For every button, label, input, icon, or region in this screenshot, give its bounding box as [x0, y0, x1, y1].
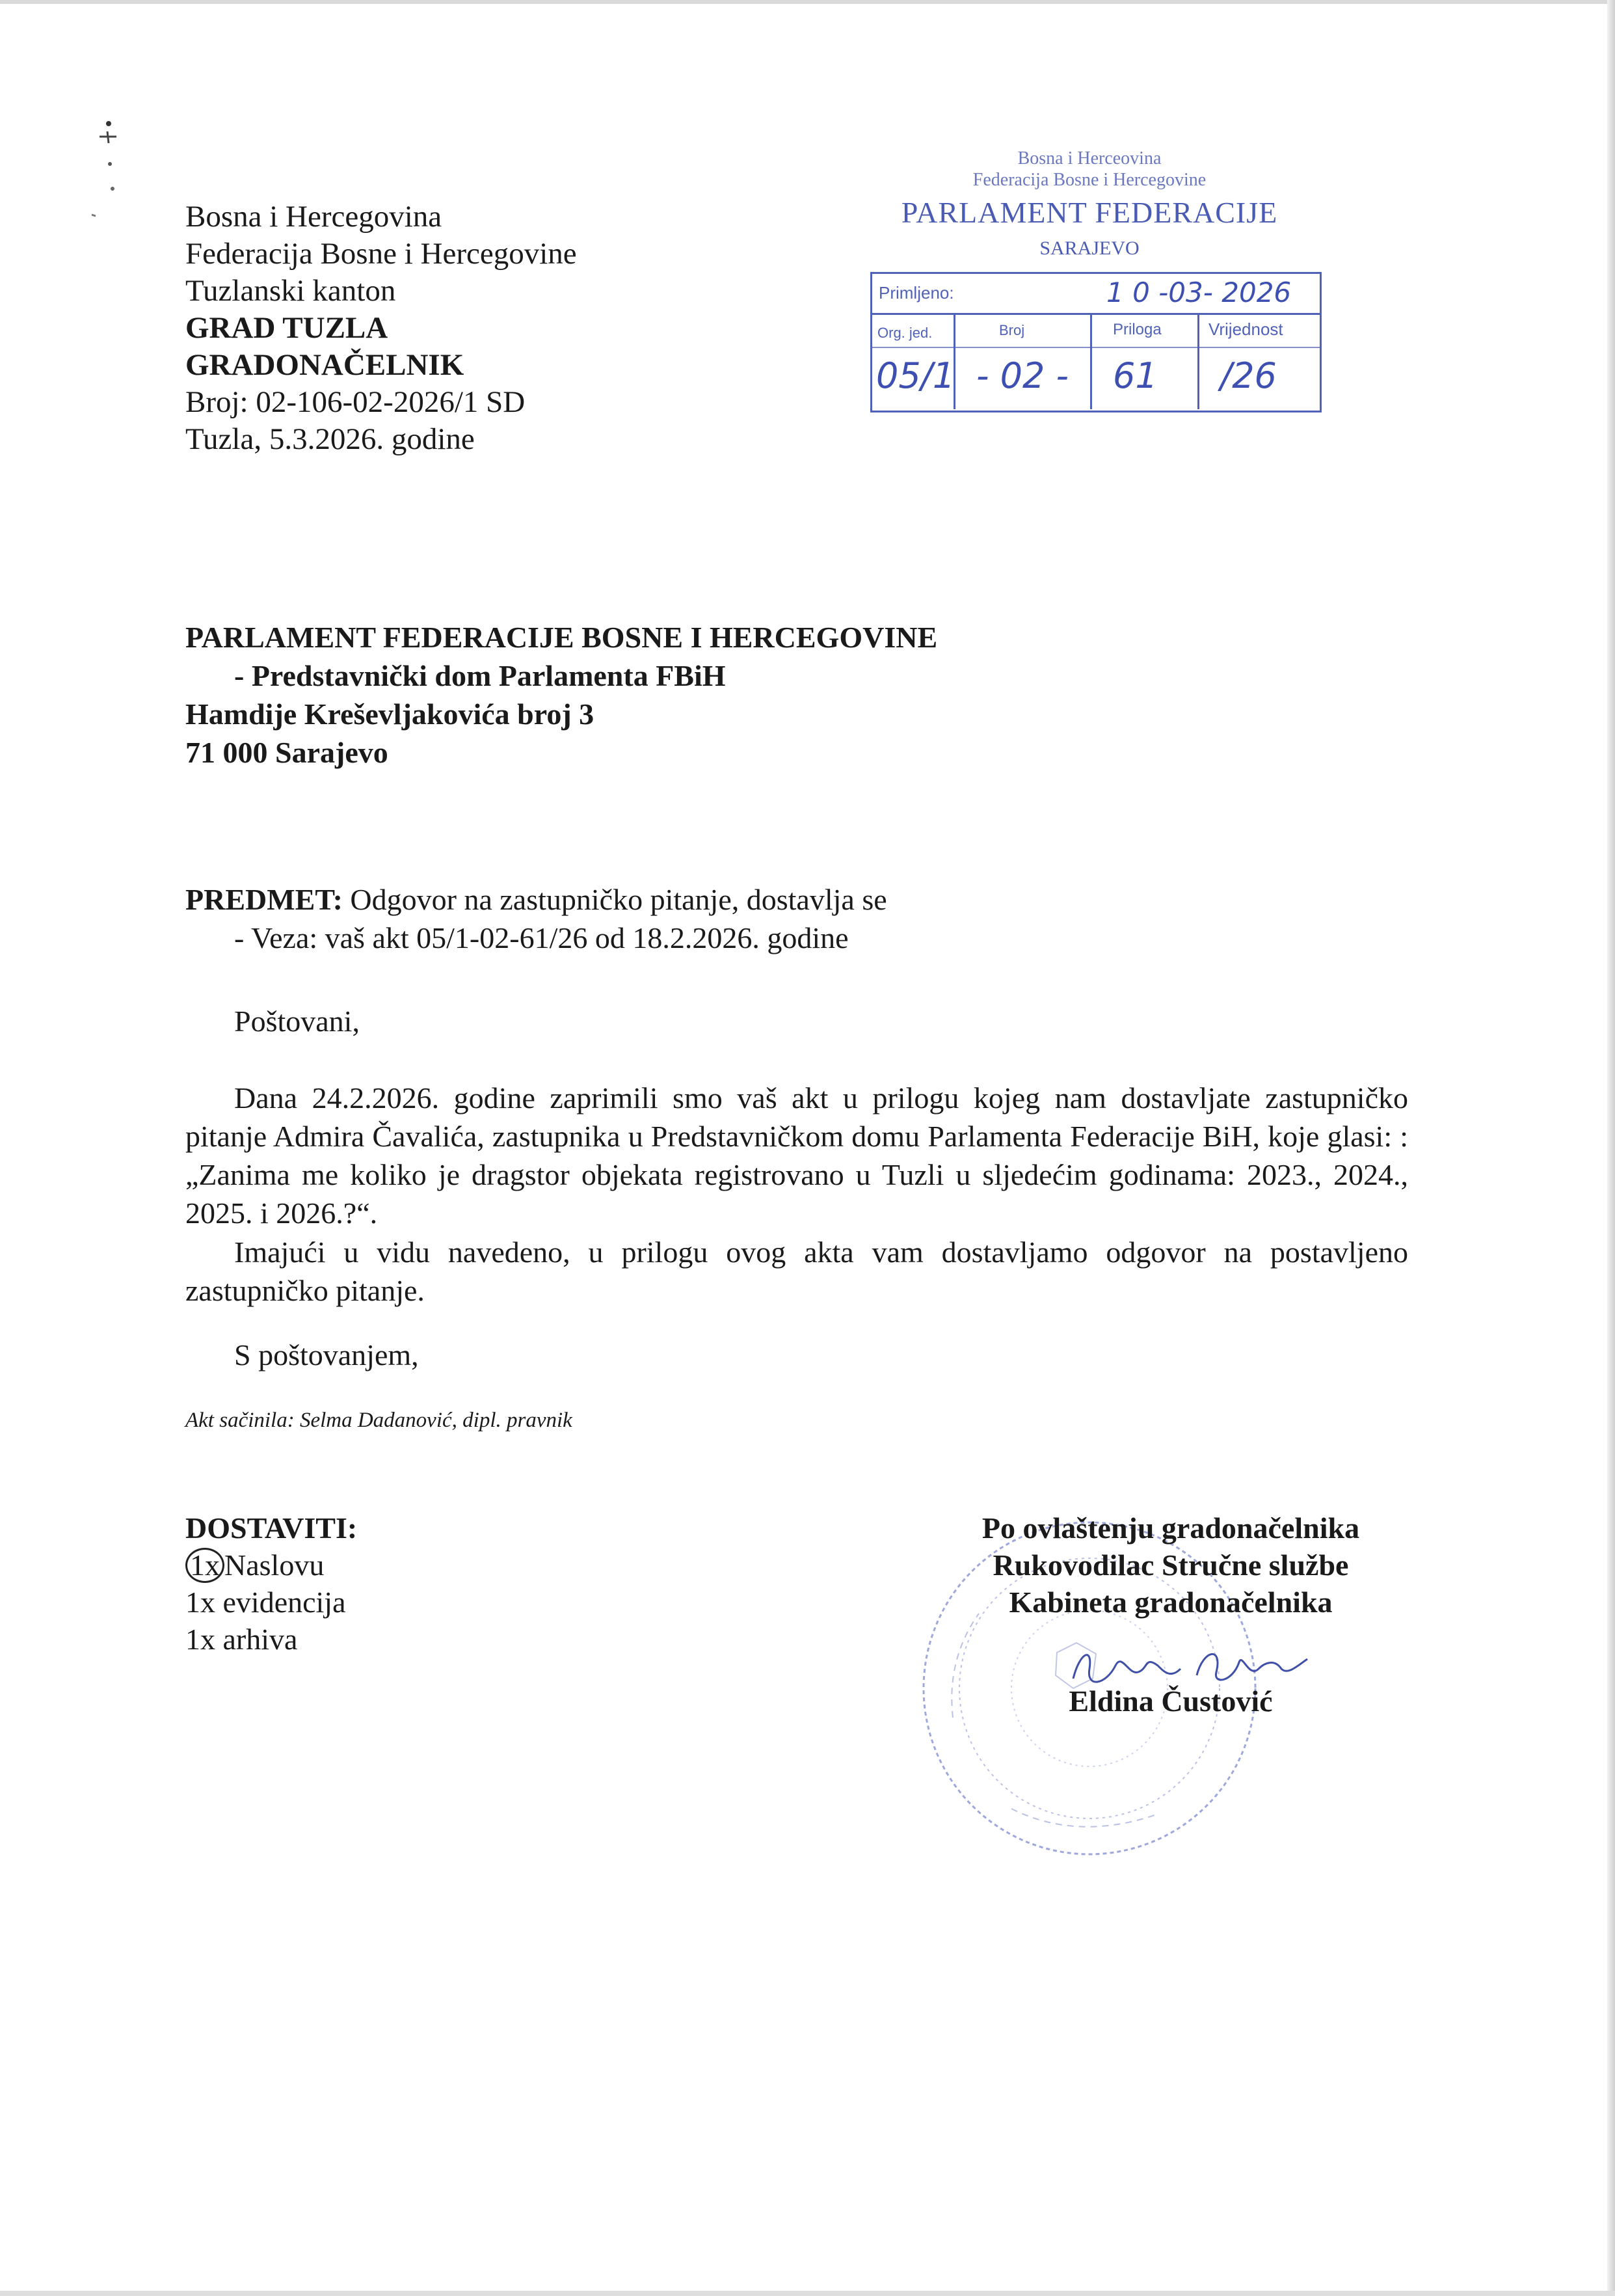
- author-note: Akt sačinila: Selma Dadanović, dipl. pravnik: [185, 1409, 572, 1432]
- addressee-block: [185, 618, 937, 772]
- header-number: Broj: 02-106-02-2026/1 SD: [185, 385, 526, 419]
- signatory-name: Eldina Čustović: [1069, 1684, 1273, 1718]
- signature-block: [911, 1509, 1431, 1720]
- subject-text: Odgovor na zastupničko pitanje, dostavlja se: [342, 883, 887, 916]
- stamp-title: PARLAMENT FEDERACIJE: [901, 196, 1278, 229]
- header-federation: Federacija Bosne i Hercegovine: [185, 237, 577, 271]
- header-office: GRADONAČELNIK: [185, 348, 464, 382]
- stamp-box: [870, 272, 1322, 412]
- addressee-line-4: 71 000 Sarajevo: [185, 736, 388, 769]
- stamp-val-attachment: 61: [1113, 355, 1158, 396]
- margin-mark-icon: [88, 117, 127, 221]
- subject-line: [185, 880, 887, 919]
- stamp-received-date: 1 0 -03- 2026: [1106, 277, 1292, 308]
- deliver-item-1-label: Naslovu: [224, 1548, 325, 1582]
- page-edge-right: [1607, 0, 1615, 2296]
- header-canton: Tuzlanski kanton: [185, 274, 396, 308]
- stamp-federation: Federacija Bosne i Hercegovine: [972, 170, 1207, 190]
- stamp-received-label: Primljeno:: [879, 283, 954, 303]
- stamp-col-value: Vrijednost: [1208, 319, 1283, 339]
- subject-label: PREDMET:: [185, 883, 343, 916]
- stamp-divider: [872, 347, 1320, 348]
- body-paragraph-1: Dana 24.2.2026. godine zaprimili smo vaš akt u prilogu kojeg nam dostavljate zastupničko pitanje Admira Čavalića, zastupnika u Predstavničkom domu Parlamenta Federacije BiH, koje glasi: : „Zanima me koliko je dragstor objekata registrovano u Tuzli u sljedećim godinama: 2023., 2024., 2025. i 2026.?“.: [185, 1081, 1408, 1230]
- signature-line-2: Rukovodilac Stručne službe: [993, 1548, 1349, 1582]
- stamp-col-attachment: Priloga: [1113, 321, 1162, 338]
- stamp-val-value: /26: [1220, 355, 1277, 396]
- subject-reference: - Veza: vaš akt 05/1-02-61/26 od 18.2.2026. godine: [234, 921, 849, 954]
- header-country: Bosna i Hercegovina: [185, 200, 442, 234]
- stamp-col-divider-3: [1197, 315, 1199, 409]
- deliver-item-1-count: 1x: [185, 1548, 224, 1583]
- signature-line-1: Po ovlaštenju gradonačelnika: [981, 1511, 1360, 1545]
- deliver-item-2: 1x evidencija: [185, 1586, 346, 1619]
- deliver-item-3: 1x arhiva: [185, 1623, 298, 1656]
- signature-line-3: Kabineta gradonačelnika: [1009, 1586, 1333, 1619]
- addressee-line-2: - Predstavnički dom Parlamenta FBiH: [234, 659, 726, 692]
- stamp-val-org: 05/1: [876, 355, 955, 396]
- deliver-item-1: [185, 1546, 357, 1584]
- stamp-city: SARAJEVO: [1039, 237, 1140, 259]
- stamp-col-number: Broj: [999, 322, 1025, 338]
- greeting: Poštovani,: [234, 1005, 360, 1038]
- stamp-received-row: [872, 274, 1320, 315]
- sender-header: [185, 198, 577, 458]
- body-paragraph-2: Imajući u vidu navedeno, u prilogu ovog akta vam dostavljamo odgovor na postavljeno zastupničko pitanje.: [185, 1236, 1408, 1307]
- addressee-line-1: PARLAMENT FEDERACIJE BOSNE I HERCEGOVINE: [185, 621, 938, 654]
- header-place-date: Tuzla, 5.3.2026. godine: [185, 422, 475, 456]
- stamp-country: Bosna i Herceovina: [1017, 148, 1162, 169]
- deliver-title: DOSTAVITI:: [185, 1511, 358, 1545]
- header-city: GRAD TUZLA: [185, 311, 388, 345]
- stamp-val-number: - 02 -: [976, 355, 1069, 396]
- stamp-col-divider-2: [1090, 315, 1092, 409]
- page-edge-top: [0, 0, 1615, 4]
- addressee-line-3: Hamdije Kreševljakovića broj 3: [185, 697, 594, 731]
- subject-block: [185, 880, 887, 957]
- deliver-block: [185, 1509, 357, 1658]
- closing: S poštovanjem,: [234, 1338, 419, 1371]
- page-edge-bottom: [0, 2291, 1615, 2296]
- stamp-col-org: Org. jed.: [877, 325, 933, 341]
